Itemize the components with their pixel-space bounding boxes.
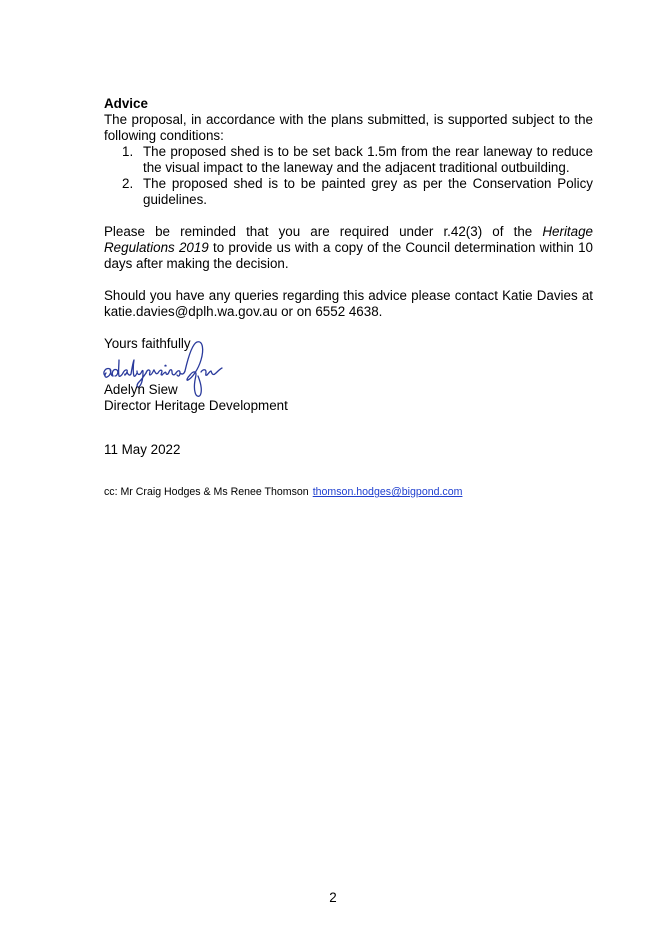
cc-line [104, 486, 462, 499]
condition-number: 1. [122, 144, 134, 159]
letter-body [104, 96, 593, 352]
signatory-title: Director Heritage Development [104, 398, 288, 413]
conditions-list [104, 144, 593, 208]
reminder-text-after: to provide us with a copy of the Council determination within 10 days after making the decision. [104, 240, 594, 271]
cc-recipients: cc: Mr Craig Hodges & Ms Renee Thomson [104, 486, 309, 498]
advice-heading: Advice [104, 96, 148, 111]
reminder-text-before: Please be reminded that you are required under r.42(3) of the [104, 224, 543, 239]
condition-item [104, 176, 593, 208]
queries-paragraph: Should you have any queries regarding this advice please contact Katie Davies at katie.davies@dplh.wa.gov.au or on 6552 4638. [104, 288, 593, 319]
signature-block [104, 338, 344, 418]
condition-number: 2. [122, 176, 134, 191]
condition-text: The proposed shed is to be set back 1.5m from the rear laneway to reduce the visual impact to the laneway and the adjacent traditional outbuilding. [143, 144, 593, 175]
condition-text: The proposed shed is to be painted grey as per the Conservation Policy guidelines. [143, 176, 593, 207]
letter-date: 11 May 2022 [104, 442, 181, 457]
regulation-title: Heritage Regulations 2019 [104, 224, 593, 255]
advice-intro: The proposal, in accordance with the plans submitted, is supported subject to the following conditions: [104, 112, 593, 143]
closing-salutation: Yours faithfully [104, 336, 191, 351]
signatory-name: Adelyn Siew [104, 382, 178, 397]
cc-email-link[interactable]: thomson.hodges@bigpond.com [312, 486, 463, 498]
condition-item [104, 144, 593, 176]
reminder-paragraph [104, 224, 593, 272]
page-number: 2 [329, 890, 337, 905]
